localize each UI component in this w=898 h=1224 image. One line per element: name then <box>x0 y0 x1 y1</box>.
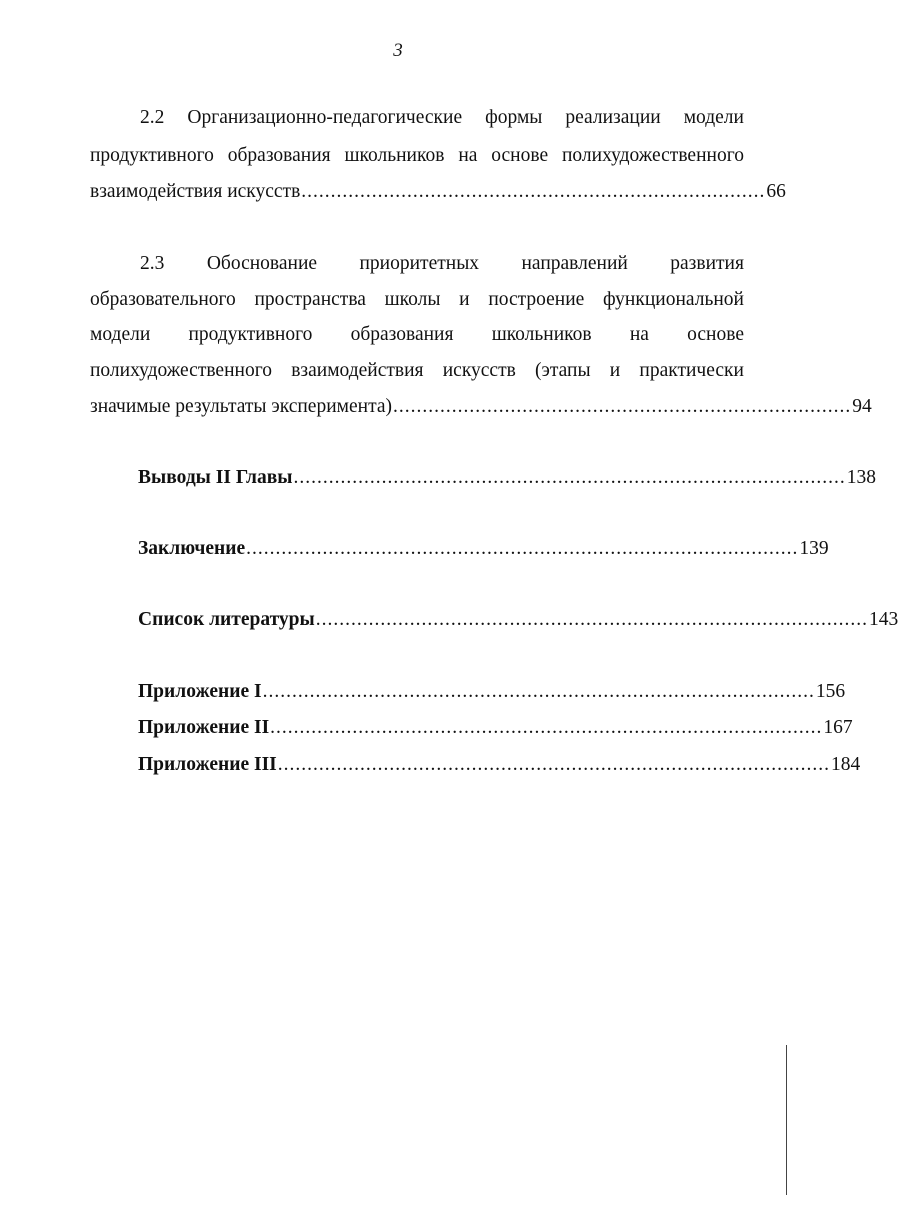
toc-word: построение <box>488 289 585 310</box>
toc-word: 2.3 <box>140 253 165 274</box>
toc-word: модели <box>90 324 151 345</box>
leader-dots: ............................................................................... <box>301 181 766 202</box>
toc-word: искусств <box>442 360 516 381</box>
toc-entry-title: Выводы II Главы <box>138 467 293 488</box>
toc-page-number: 139 <box>799 538 829 559</box>
toc-entry-2-2-line-1[interactable] <box>140 103 744 133</box>
scan-margin-line <box>786 1045 787 1195</box>
toc-entry-bibliography[interactable] <box>138 605 898 635</box>
toc-entry-appendix-2[interactable] <box>138 713 853 743</box>
toc-entry-2-3-line-2[interactable] <box>90 285 744 315</box>
toc-word: Обоснование <box>206 253 318 274</box>
toc-word: функциональной <box>603 289 744 310</box>
toc-word: на <box>629 324 649 345</box>
toc-page-number: 167 <box>823 717 853 738</box>
toc-word: образовательного <box>90 289 236 310</box>
toc-word: модели <box>683 107 744 128</box>
toc-entry-title: Приложение I <box>138 681 262 702</box>
leader-dots: .............................................................................................. <box>315 609 868 630</box>
page-number: 3 <box>393 40 403 61</box>
toc-word: школы <box>384 289 441 310</box>
toc-entry-appendix-1[interactable] <box>138 677 846 707</box>
toc-word: взаимодействия <box>291 360 424 381</box>
toc-entry-2-3-line-5[interactable] <box>90 392 872 422</box>
toc-word: практически <box>639 360 744 381</box>
toc-word: (этапы <box>535 360 591 381</box>
toc-word: реализации <box>565 107 661 128</box>
toc-entry-conclusion[interactable] <box>138 534 829 564</box>
toc-word: образования <box>350 324 454 345</box>
leader-dots: .............................................................................. <box>392 396 852 417</box>
leader-dots: .............................................................................................. <box>262 681 815 702</box>
toc-page-number: 66 <box>766 181 786 202</box>
toc-word: и <box>459 289 470 310</box>
toc-word: на <box>458 145 478 166</box>
toc-entry-title: Приложение II <box>138 717 270 738</box>
toc-entry-text: взаимодействия искусств <box>90 181 301 202</box>
leader-dots: .............................................................................................. <box>246 538 799 559</box>
toc-page-number: 138 <box>846 467 876 488</box>
toc-word: основе <box>491 145 549 166</box>
toc-entry-title: Заключение <box>138 538 246 559</box>
toc-word: образования <box>227 145 331 166</box>
toc-page-number: 156 <box>815 681 846 702</box>
toc-page-number: 94 <box>852 396 872 417</box>
toc-entry-2-3-line-4[interactable] <box>90 356 744 386</box>
toc-word: основе <box>687 324 744 345</box>
toc-word: полихудожественного <box>90 360 272 381</box>
leader-dots: .............................................................................................. <box>270 717 823 738</box>
toc-word: 2.2 <box>140 107 165 128</box>
toc-word: полихудожественного <box>561 145 744 166</box>
toc-word: приоритетных <box>359 253 480 274</box>
toc-entry-text: значимые результаты эксперимента) <box>90 396 392 417</box>
toc-page-number: 143 <box>868 609 898 630</box>
toc-entry-conclusions-chapter-2[interactable] <box>138 463 876 493</box>
leader-dots: .............................................................................................. <box>293 467 846 488</box>
toc-entry-2-3-line-3[interactable] <box>90 320 744 350</box>
toc-entry-2-2-line-3[interactable] <box>90 177 786 207</box>
toc-entry-2-2-line-2[interactable] <box>90 141 744 171</box>
toc-word: пространства <box>254 289 366 310</box>
toc-word: и <box>609 360 621 381</box>
toc-entry-title: Приложение III <box>138 754 277 775</box>
toc-entry-appendix-3[interactable] <box>138 750 861 780</box>
toc-word: формы <box>485 107 543 128</box>
toc-word: направлений <box>521 253 628 274</box>
toc-word: школьников <box>491 324 592 345</box>
toc-entry-2-3-line-1[interactable] <box>140 249 744 279</box>
toc-entry-title: Список литературы <box>138 609 315 630</box>
toc-word: Организационно-педагогические <box>187 107 463 128</box>
toc-word: продуктивного <box>188 324 313 345</box>
toc-word: развития <box>670 253 744 274</box>
toc-word: школьников <box>344 145 445 166</box>
toc-page-number: 184 <box>831 754 861 775</box>
toc-word: продуктивного <box>90 145 214 166</box>
leader-dots: .............................................................................................. <box>277 754 831 775</box>
